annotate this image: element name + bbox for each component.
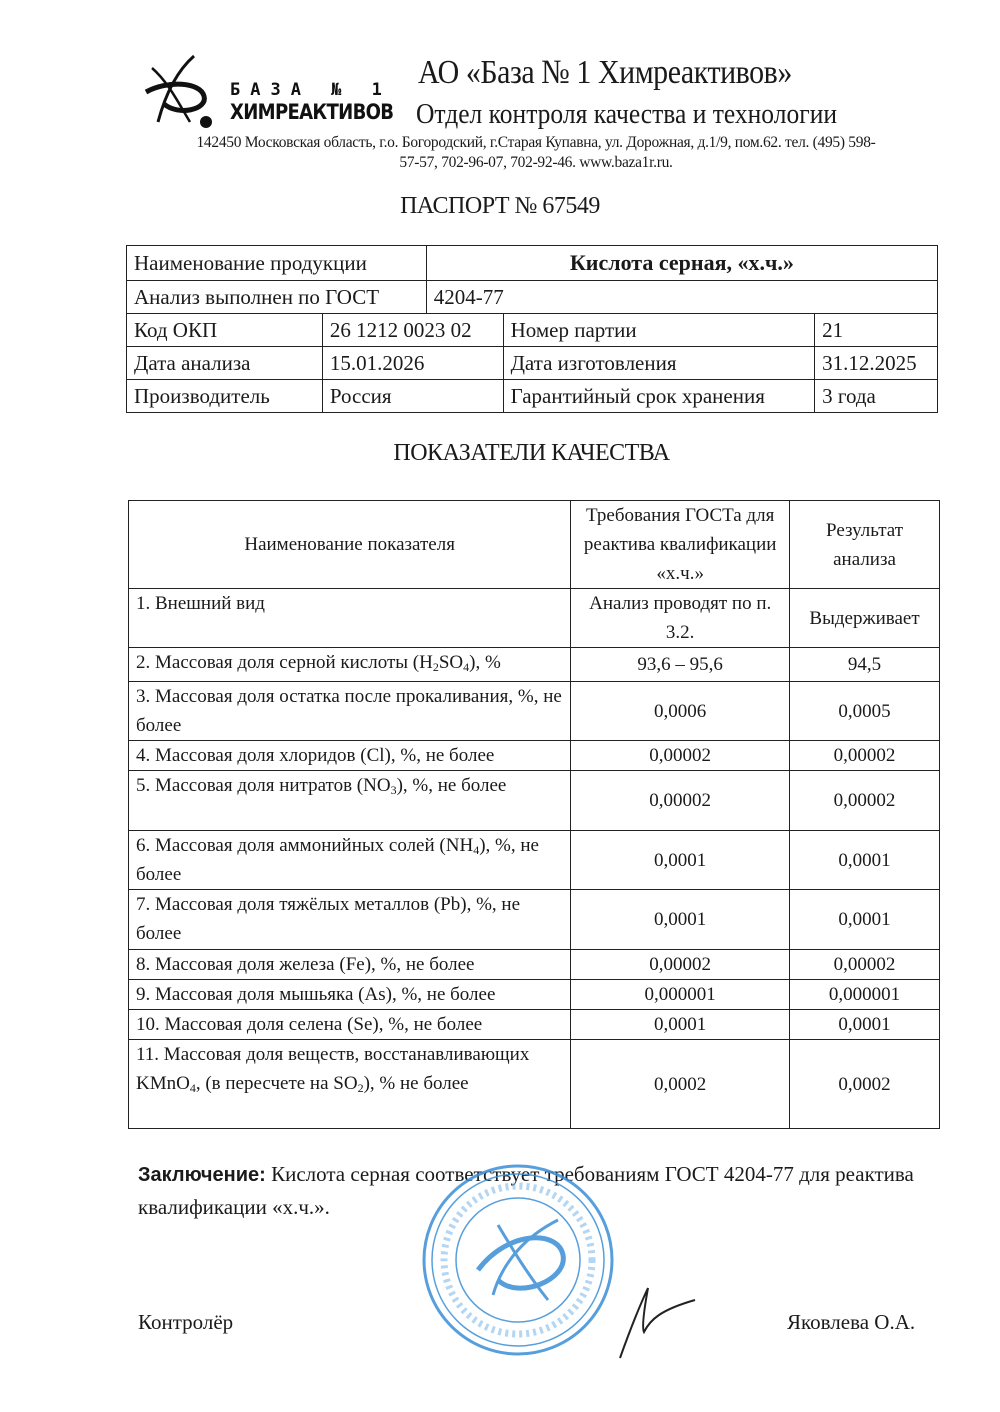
indicator-result: 0,0001 bbox=[790, 831, 940, 890]
passport-info-table bbox=[126, 245, 938, 413]
table-row bbox=[127, 347, 938, 380]
gost-value: 4204-77 bbox=[426, 281, 937, 314]
table-row bbox=[129, 648, 940, 682]
analysis-date-label: Дата анализа bbox=[127, 347, 323, 380]
indicator-requirement: 0,0001 bbox=[571, 831, 790, 890]
table-row bbox=[127, 380, 938, 413]
indicator-result: 94,5 bbox=[790, 648, 940, 682]
okp-label: Код ОКП bbox=[127, 314, 323, 347]
indicator-requirement: 0,0002 bbox=[571, 1040, 790, 1129]
table-row bbox=[129, 950, 940, 980]
conclusion-label: Заключение: bbox=[138, 1164, 266, 1186]
quality-table bbox=[128, 500, 940, 1129]
gost-label: Анализ выполнен по ГОСТ bbox=[127, 281, 427, 314]
indicator-result: 0,0005 bbox=[790, 682, 940, 741]
address-line2: 57-57, 702-96-07, 702-92-46. www.baza1r.ru. bbox=[399, 154, 673, 171]
table-row bbox=[129, 890, 940, 950]
indicator-result: 0,00002 bbox=[790, 741, 940, 771]
indicator-name: 5. Массовая доля нитратов $(NO_3)$, %, не более bbox=[129, 771, 571, 831]
indicator-name: 8. Массовая доля железа (Fe), %, не более bbox=[129, 950, 571, 980]
manufacture-date-label: Дата изготовления bbox=[503, 347, 815, 380]
passport-title: ПАСПОРТ № 67549 bbox=[400, 193, 600, 219]
indicator-name: 10. Массовая доля селена (Se), %, не более bbox=[129, 1010, 571, 1040]
indicator-result: Выдерживает bbox=[790, 589, 940, 648]
table-row bbox=[129, 682, 940, 741]
table-row bbox=[129, 771, 940, 831]
indicator-requirement: Анализ проводят по п. 3.2. bbox=[571, 589, 790, 648]
analysis-date-value: 15.01.2026 bbox=[322, 347, 503, 380]
indicator-requirement: 0,0006 bbox=[571, 682, 790, 741]
logo-line2: ХИМРЕАКТИВОВ bbox=[230, 100, 394, 124]
indicator-result: 0,0002 bbox=[790, 1040, 940, 1129]
indicator-name: 1. Внешний вид bbox=[129, 589, 571, 648]
indicator-name: 3. Массовая доля остатка после прокаливания, %, не более bbox=[129, 682, 571, 741]
table-row bbox=[129, 1040, 940, 1129]
table-row bbox=[129, 1010, 940, 1040]
address-line1: 142450 Московская область, г.о. Богородский, г.Старая Купавна, ул. Дорожная, д.1/9, пом.62. тел. (495) 598- bbox=[196, 134, 876, 151]
indicator-result: 0,00002 bbox=[790, 950, 940, 980]
indicator-name: 9. Массовая доля мышьяка (As), %, не более bbox=[129, 980, 571, 1010]
indicator-requirement: 0,00002 bbox=[571, 771, 790, 831]
company-logo-icon bbox=[138, 52, 218, 132]
indicator-requirement: 0,0001 bbox=[571, 1010, 790, 1040]
indicator-name: 11. Массовая доля веществ, восстанавливающих KMnO$_4$, (в пересчете на $SO_2$), % не более bbox=[129, 1040, 571, 1129]
producer-label: Производитель bbox=[127, 380, 323, 413]
indicator-name: 4. Массовая доля хлоридов (Cl), %, не более bbox=[129, 741, 571, 771]
shelf-life-value: 3 года bbox=[815, 380, 938, 413]
indicator-name: 2. Массовая доля серной кислоты $(H_2SO_4)$, % bbox=[129, 648, 571, 682]
quality-title: ПОКАЗАТЕЛИ КАЧЕСТВА bbox=[393, 440, 670, 466]
company-address bbox=[136, 133, 936, 173]
controller-label: Контролёр bbox=[138, 1310, 234, 1334]
conclusion-text: Кислота серная соответствует требованиям ГОСТ 4204-77 для реактива квалификации «х.ч.». bbox=[138, 1162, 914, 1219]
product-label: Наименование продукции bbox=[127, 246, 427, 281]
table-row bbox=[127, 314, 938, 347]
indicator-requirement: 0,00002 bbox=[571, 741, 790, 771]
product-value: Кислота серная, «х.ч.» bbox=[426, 246, 937, 281]
column-header-name: Наименование показателя bbox=[129, 501, 571, 589]
indicator-result: 0,0001 bbox=[790, 1010, 940, 1040]
table-row bbox=[127, 281, 938, 314]
column-header-result: Результат анализа bbox=[790, 501, 940, 589]
table-row bbox=[127, 246, 938, 281]
indicator-result: 0,0001 bbox=[790, 890, 940, 950]
indicator-requirement: 0,0001 bbox=[571, 890, 790, 950]
table-header-row bbox=[129, 501, 940, 589]
company-stamp-icon bbox=[418, 1160, 618, 1360]
indicator-requirement: 93,6 – 95,6 bbox=[571, 648, 790, 682]
indicator-result: 0,00002 bbox=[790, 771, 940, 831]
indicator-requirement: 0,00002 bbox=[571, 950, 790, 980]
table-row bbox=[129, 980, 940, 1010]
signature-icon bbox=[600, 1270, 710, 1360]
indicator-name: 6. Массовая доля аммонийных солей $(NH_4)$, %, не более bbox=[129, 831, 571, 890]
manufacture-date-value: 31.12.2025 bbox=[815, 347, 938, 380]
indicator-result: 0,000001 bbox=[790, 980, 940, 1010]
indicator-requirement: 0,000001 bbox=[571, 980, 790, 1010]
indicator-name: 7. Массовая доля тяжёлых металлов (Pb), %, не более bbox=[129, 890, 571, 950]
table-row bbox=[129, 831, 940, 890]
batch-value: 21 bbox=[815, 314, 938, 347]
signer-name: Яковлева О.А. bbox=[787, 1310, 916, 1334]
shelf-life-label: Гарантийный срок хранения bbox=[503, 380, 815, 413]
table-row bbox=[129, 741, 940, 771]
logo-line1: БАЗА № 1 bbox=[230, 80, 392, 100]
okp-value: 26 1212 0023 02 bbox=[322, 314, 503, 347]
column-header-requirement: Требования ГОСТа для реактива квалификации «х.ч.» bbox=[571, 501, 790, 589]
table-row bbox=[129, 589, 940, 648]
department-name: Отдел контроля качества и технологии bbox=[416, 98, 838, 130]
company-name: АО «База № 1 Химреактивов» bbox=[418, 54, 792, 91]
batch-label: Номер партии bbox=[503, 314, 815, 347]
producer-value: Россия bbox=[322, 380, 503, 413]
